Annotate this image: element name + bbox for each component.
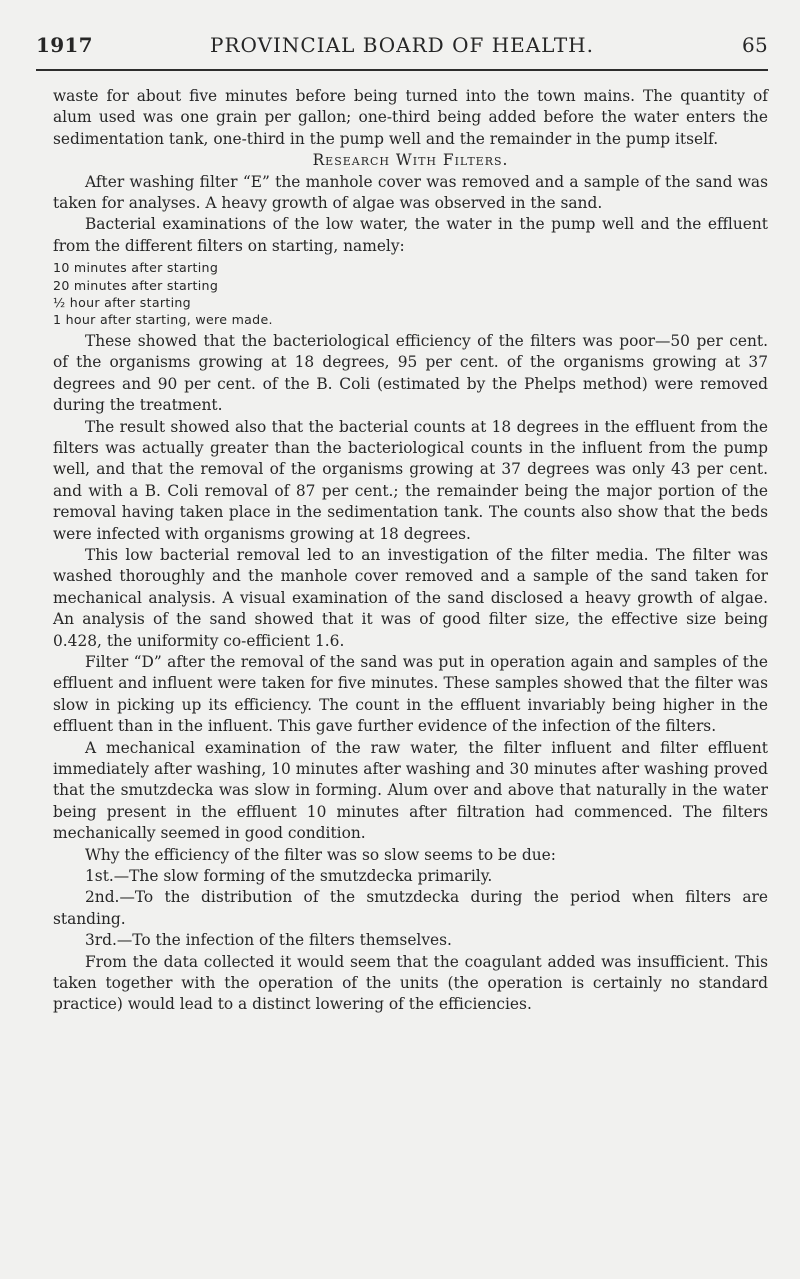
paragraph-8: A mechanical examination of the raw water, the filter influent and filter effluent immediately after washing, 10 minutes after washing and 30 minutes after washing proved that the smutzdecka was slow in forming. Alum over and above that naturally in the water being present in the effluent 10 minutes after filtration had commenced. The filters mechanically seemed in good condition. xyxy=(53,738,768,843)
page-number: 65 xyxy=(741,33,768,57)
paragraph-2: After washing filter “E” the manhole cover was removed and a sample of the sand was taken for analyses. A heavy growth of algae was observed in the sand. xyxy=(53,172,768,213)
header-rule xyxy=(36,69,768,71)
list-item: 20 minutes after starting xyxy=(53,277,219,293)
paragraph-10: 1st.—The slow forming of the smutzdecka primarily. xyxy=(85,867,493,886)
header-title: PROVINCIAL BOARD OF HEALTH. xyxy=(210,33,594,57)
paragraph-7: Filter “D” after the removal of the sand was put in operation again and samples of the effluent and influent were taken for five minutes. These samples showed that the filter was slow in picking up its efficiency. The count in the effluent invariably being higher in the effluent than in the influent. This gave further evidence of the infection of the filters. xyxy=(53,652,768,736)
section-heading: Research With Filters. xyxy=(312,151,509,170)
sample-times-list xyxy=(53,259,768,329)
paragraph-5: The result showed also that the bacterial counts at 18 degrees in the effluent from the filters was actually greater than the bacteriological counts in the influent from the pump well, and that the removal of the organisms growing at 37 degrees was only 43 per cent. and with a B. Coli removal of 87 per cent.; the remainder being the major portion of the removal having taken place in the sedimentation tank. The counts also show that the beds were infected with organisms growing at 18 degrees. xyxy=(53,417,768,543)
paragraph-13: From the data collected it would seem that the coagulant added was insufficient. This taken together with the operation of the units (the operation is certainly no standard practice) would lead to a distinct lowering of the efficiencies. xyxy=(53,952,768,1014)
paragraph-6: This low bacterial removal led to an investigation of the filter media. The filter was washed thoroughly and the manhole cover removed and a sample of the sand taken for mechanical analysis. A visual examination of the sand disclosed a heavy growth of algae. An analysis of the sand showed that it was of good filter size, the effective size being 0.428, the uniformity co-efficient 1.6. xyxy=(53,545,768,650)
running-header xyxy=(36,33,768,67)
paragraph-1: waste for about five minutes before being turned into the town mains. The quantity of alum used was one grain per gallon; one-third being added before the water enters the sedimentation tank, one-third in the pump well and the remainder in the pump itself. xyxy=(53,87,768,148)
paragraph-3: Bacterial examinations of the low water, the water in the pump well and the effluent from the different filters on starting, namely: xyxy=(53,215,768,255)
paragraph-9: Why the efficiency of the filter was so slow seems to be due: xyxy=(85,845,556,864)
paragraph-12: 3rd.—To the infection of the filters themselves. xyxy=(85,931,452,950)
list-item: ½ hour after starting xyxy=(53,295,191,311)
paragraph-11: 2nd.—To the distribution of the smutzdecka during the period when filters are standing. xyxy=(53,888,768,928)
body-text xyxy=(53,86,768,1016)
header-year: 1917 xyxy=(36,33,93,57)
paragraph-4: These showed that the bacteriological efficiency of the filters was poor—50 per cent. of the organisms growing at 18 degrees, 95 per cent. of the organisms growing at 37 degrees and 90 per cent. of the B. Coli (estimated by the Phelps method) were removed during the treatment. xyxy=(53,331,768,415)
list-item: 1 hour after starting, were made. xyxy=(53,312,273,328)
list-item: 10 minutes after starting xyxy=(53,260,219,276)
